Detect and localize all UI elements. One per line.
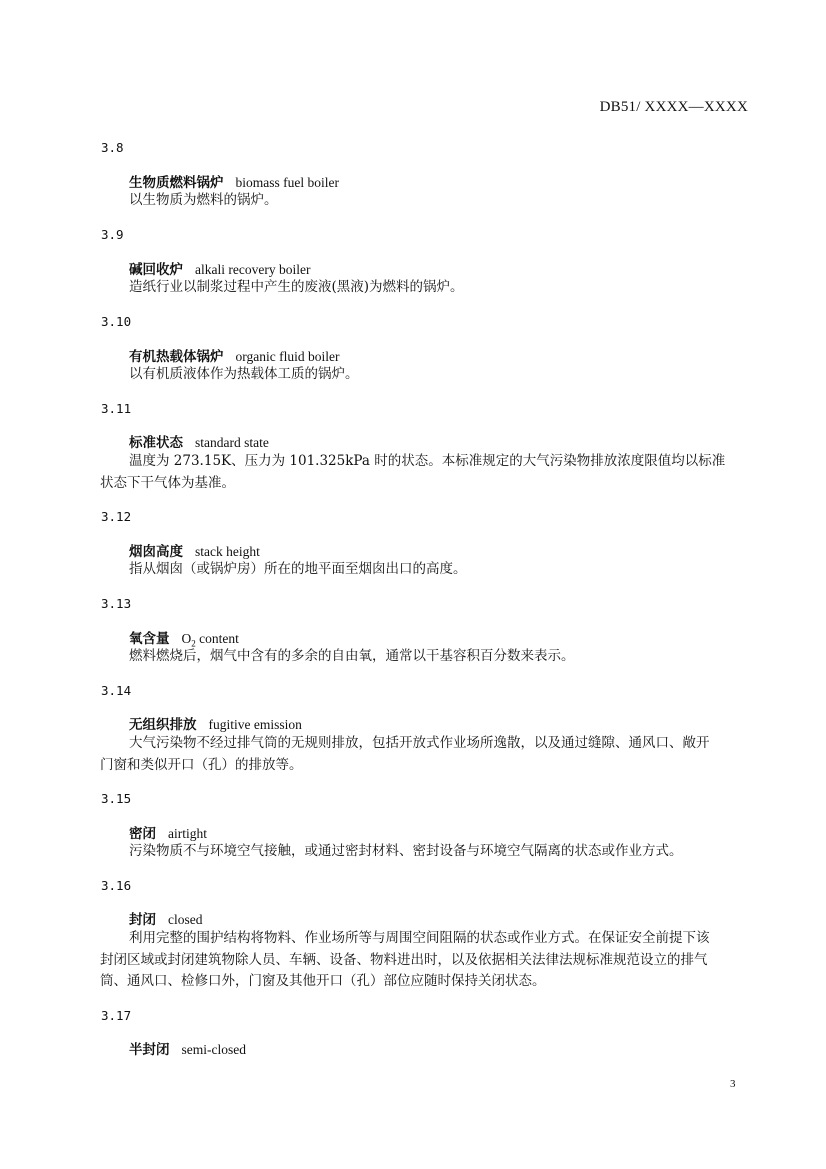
definition-line: 造纸行业以制浆过程中产生的废液(黑液)为燃料的锅炉。 [129,279,464,295]
term-english: closed [168,912,203,927]
definition-line: 封闭区域或封闭建筑物除人员、车辆、设备、物料进出时，以及依据相关法律法规标准规范设立的排气 [100,951,708,968]
term-chinese: 生物质燃料锅炉 [129,175,224,191]
term-english: biomass fuel boiler [235,175,339,190]
clause-number: 3.14 [101,683,132,698]
term-english-subscript: 2 [191,638,196,649]
definition-line: 门窗和类似开口（孔）的排放等。 [100,756,303,773]
term-chinese: 碱回收炉 [129,262,183,278]
term-definition [129,559,749,581]
term-definition [129,190,749,212]
term-definition [100,733,749,776]
term-chinese: 标准状态 [129,435,183,451]
clause-number: 3.17 [101,1008,132,1023]
definition-line: 以生物质为燃料的锅炉。 [129,192,278,208]
term-heading [129,345,339,365]
definition-line: 筒、通风口、检修口外，门窗及其他开口（孔）部位应随时保持关闭状态。 [100,973,546,989]
term-chinese: 无组织排放 [129,717,197,733]
term-chinese: 有机热载体锅炉 [129,349,224,365]
term-definition [129,646,749,668]
term-heading [129,822,207,842]
term-definition [129,277,749,299]
clause-number: 3.8 [101,140,124,155]
definition-line: 燃料燃烧后，烟气中含有的多余的自由氧，通常以干基容积百分数来表示。 [129,648,575,664]
term-english-main: O [181,631,192,646]
definition-line: 利用完整的围护结构将物料、作业场所等与周围空间阻隔的状态或作业方式。在保证安全前提下该 [129,930,710,946]
term-heading [129,908,203,928]
definition-line: 以有机质液体作为热载体工质的锅炉。 [129,366,359,382]
term-english: airtight [168,826,207,841]
term-english [181,631,239,649]
clause-number: 3.10 [101,314,132,329]
term-heading [129,713,302,733]
term-english: semi-closed [181,1042,246,1057]
term-definition [100,451,749,494]
term-heading [129,431,269,451]
term-chinese: 密闭 [129,826,156,842]
page-number: 3 [730,1078,736,1090]
term-heading [129,258,310,278]
clause-number: 3.11 [101,401,132,416]
standard-code-header: DB51/ XXXX—XXXX [599,99,748,115]
definition-line: 指从烟囱（或锅炉房）所在的地平面至烟囱出口的高度。 [129,561,467,577]
term-chinese: 半封闭 [129,1042,170,1058]
term-heading [129,171,339,191]
term-definition [129,841,749,863]
term-chinese: 烟囱高度 [129,544,183,560]
term-chinese: 氧含量 [129,631,170,647]
definition-line: 温度为 273.15K、压力为 101.325kPa 时的状态。本标准规定的大气污染物排放浓度限值均以标准 [129,453,726,469]
clause-number: 3.12 [101,509,132,524]
definition-line: 污染物质不与环境空气接触，或通过密封材料、密封设备与环境空气隔离的状态或作业方式。 [129,843,683,859]
term-heading [129,1038,246,1058]
definition-line: 状态下干气体为基准。 [100,474,235,491]
term-heading [129,540,260,560]
term-definition [129,364,749,386]
term-english-rest: content [195,631,239,646]
term-english: standard state [195,435,269,450]
term-chinese: 封闭 [129,912,156,928]
clause-number: 3.16 [101,878,132,893]
term-english: stack height [195,544,260,559]
term-english: organic fluid boiler [235,349,340,364]
term-english: fugitive emission [208,717,302,732]
term-definition [100,928,749,993]
clause-number: 3.9 [101,227,124,242]
clause-number: 3.13 [101,596,132,611]
definition-line: 大气污染物不经过排气筒的无规则排放，包括开放式作业场所逸散，以及通过缝隙、通风口、敞开 [129,735,710,751]
clause-number: 3.15 [101,791,132,806]
term-english: alkali recovery boiler [195,262,311,277]
